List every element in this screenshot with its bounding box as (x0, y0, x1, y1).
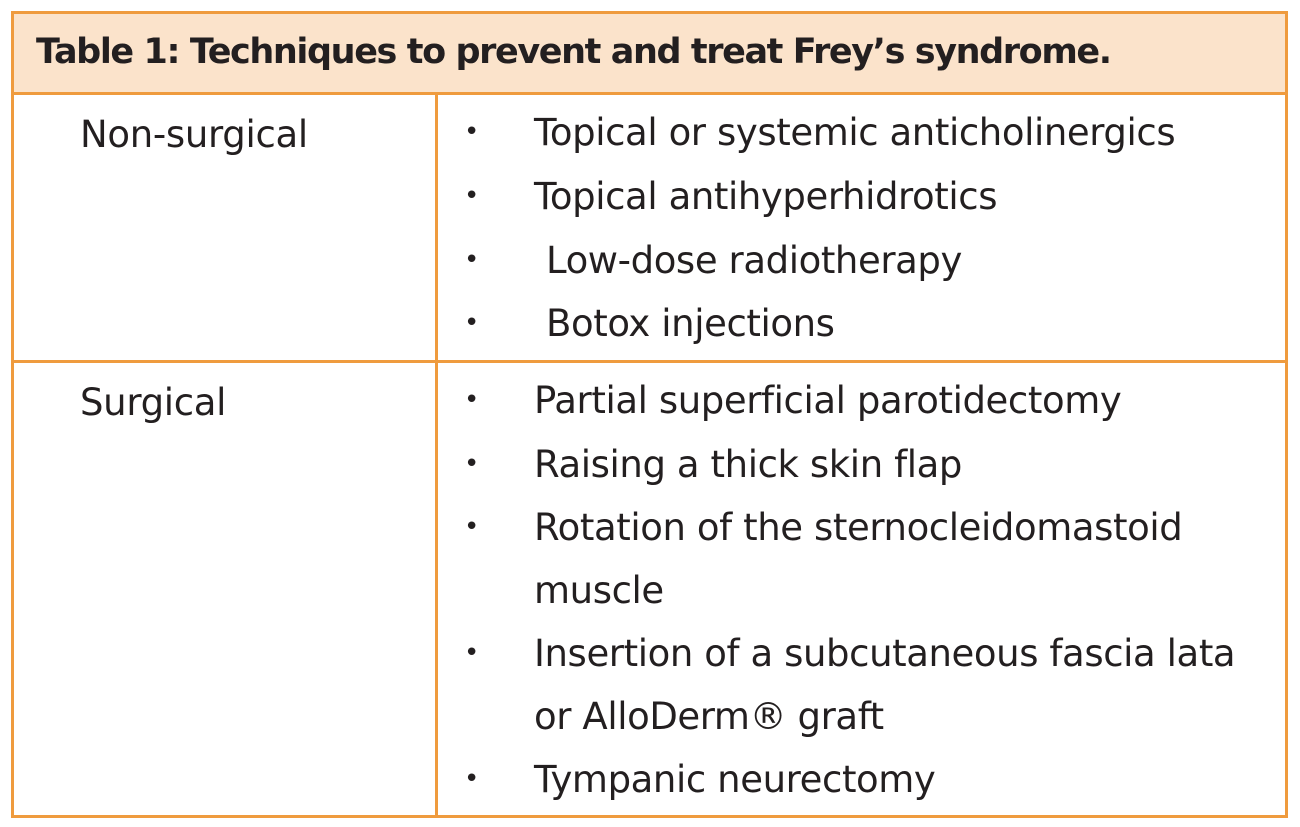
list-item-text: Tympanic neurectomy (534, 758, 936, 801)
bullet-icon: • (464, 385, 480, 415)
bullet-icon: • (464, 764, 480, 794)
category-label-non-surgical: Non-surgical (80, 113, 308, 156)
techniques-table (11, 11, 1288, 818)
table-title-bar (14, 14, 1285, 95)
bullet-icon: • (464, 308, 480, 338)
list-item-text: Insertion of a subcutaneous fascia lata or AlloDerm® graft (534, 632, 1236, 738)
list-item-text: Partial superficial parotidectomy (534, 379, 1122, 422)
table-row-non-surgical (14, 95, 1285, 363)
bullet-icon: • (464, 512, 480, 542)
list-item-text: Low-dose radiotherapy (546, 239, 963, 282)
list-item-text: Botox injections (546, 302, 835, 345)
bullet-icon: • (464, 181, 480, 211)
list-item-text: Topical or systemic anticholinergics (534, 111, 1176, 154)
list-item-text: Raising a thick skin flap (534, 443, 962, 486)
category-label-surgical: Surgical (80, 381, 227, 424)
bullet-icon: • (464, 117, 480, 147)
table-row-surgical (14, 363, 1285, 815)
table-title: Table 1: Techniques to prevent and treat Frey’s syndrome. (36, 32, 1111, 72)
list-item-text: Topical antihyperhidrotics (534, 175, 998, 218)
bullet-icon: • (464, 449, 480, 479)
bullet-icon: • (464, 638, 480, 668)
bullet-icon: • (464, 245, 480, 275)
list-item-text: Rotation of the sternocleidomastoid muscle (534, 506, 1183, 612)
